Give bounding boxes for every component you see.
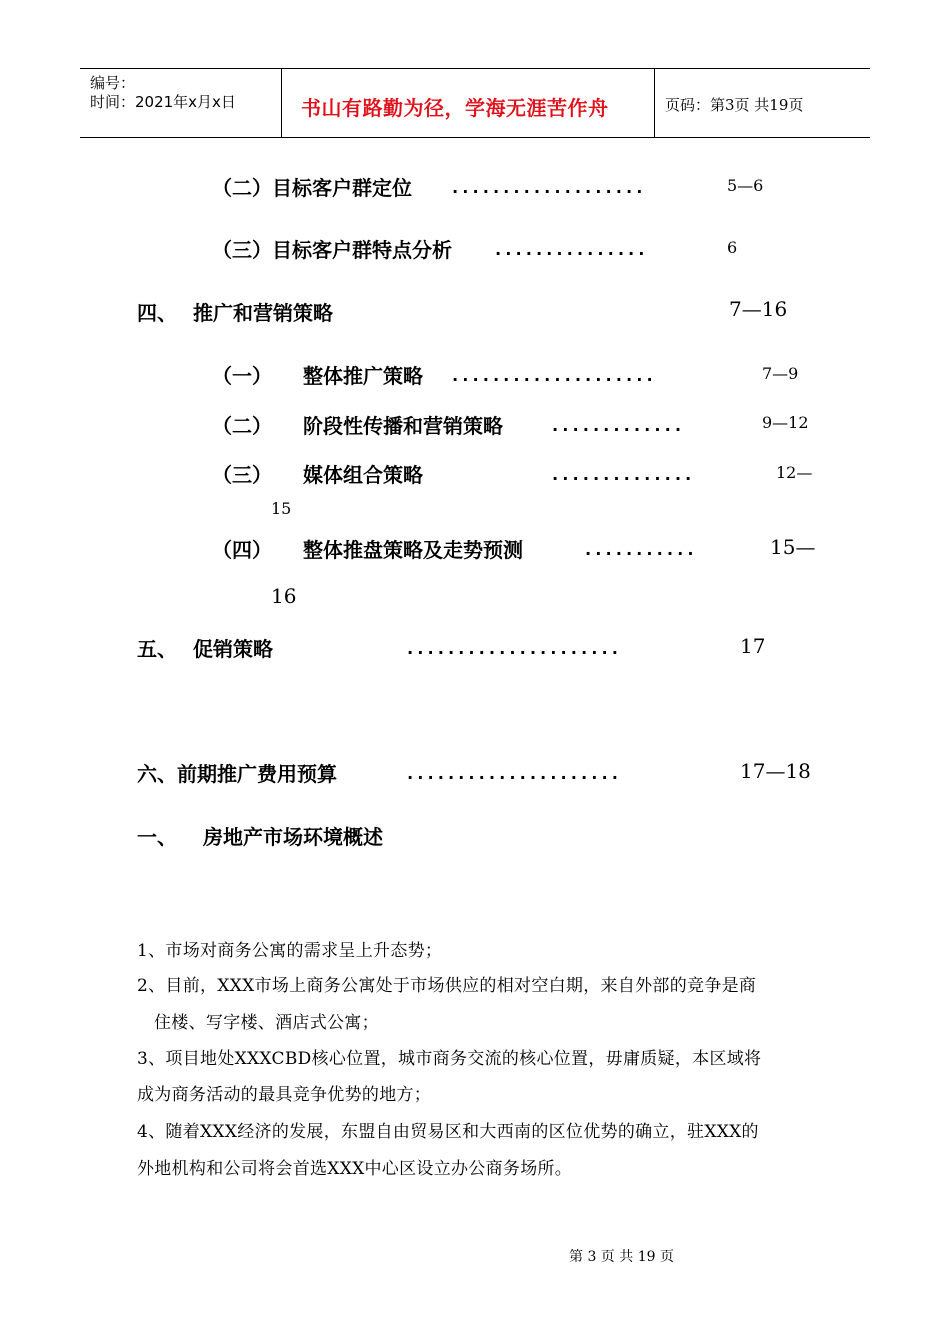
toc-item-pages: 5—6 xyxy=(727,176,764,195)
paragraph-line: 成为商务活动的最具竞争优势的地方； xyxy=(137,1085,432,1105)
paragraph-line: 外地机构和公司将会首选XXX中心区设立办公商务场所。 xyxy=(137,1159,573,1179)
toc-item-pages-continued: 15 xyxy=(271,499,292,518)
toc-item-label: （三）目标客户群特点分析 xyxy=(212,238,452,262)
toc-item-number: 四、 xyxy=(137,301,177,325)
page-footer: 第 3 页 共 19 页 xyxy=(569,1249,674,1265)
toc-item-label: 整体推盘策略及走势预测 xyxy=(303,538,523,562)
document-number-label: 编号： xyxy=(90,74,136,92)
toc-item-pages: 9—12 xyxy=(762,413,809,432)
page-header xyxy=(80,68,870,138)
toc-item-pages: 17 xyxy=(740,634,766,658)
toc-item-label: 媒体组合策略 xyxy=(303,463,423,487)
toc-item-number: （三） xyxy=(212,463,272,487)
toc-item-dots: ............. xyxy=(550,416,684,436)
toc-item-number: （一） xyxy=(212,364,272,388)
document-date-label: 时间：2021年x月x日 xyxy=(90,93,236,111)
toc-item-dots: ..................... xyxy=(405,639,620,659)
toc-item-number: 五、 xyxy=(137,637,177,661)
header-page-info: 页码：第3页 共19页 xyxy=(665,96,804,114)
toc-item-pages: 12— xyxy=(776,463,813,482)
paragraph-line: 3、项目地处XXXCBD核心位置，城市商务交流的核心位置，毋庸质疑，本区域将 xyxy=(137,1049,762,1069)
toc-item-pages: 7—16 xyxy=(729,297,788,321)
toc-item-pages: 7—9 xyxy=(762,364,799,383)
paragraph-line: 住楼、写字楼、酒店式公寓； xyxy=(154,1013,379,1033)
toc-item-dots: .................... xyxy=(450,366,655,386)
paragraph-line: 1、市场对商务公寓的需求呈上升态势； xyxy=(137,941,443,961)
toc-item-number: （四） xyxy=(212,538,272,562)
toc-item-pages: 17—18 xyxy=(740,759,811,783)
header-motto-cell xyxy=(282,69,655,137)
toc-item-pages-continued: 16 xyxy=(271,584,297,608)
toc-item-number: （二） xyxy=(212,414,272,438)
toc-item-pages: 15— xyxy=(770,535,816,559)
toc-item-label: （二）目标客户群定位 xyxy=(212,176,412,200)
toc-item-dots: .............. xyxy=(550,465,694,485)
paragraph-line: 2、目前，XXX市场上商务公寓处于市场供应的相对空白期，来自外部的竞争是商 xyxy=(137,976,757,996)
toc-item-pages: 6 xyxy=(727,238,738,257)
toc-item-label: 六、前期推广费用预算 xyxy=(137,762,337,786)
toc-item-dots: ................... xyxy=(450,178,645,198)
header-motto: 书山有路勤为径，学海无涯苦作舟 xyxy=(301,96,609,120)
toc-item-label: 阶段性传播和营销策略 xyxy=(303,414,503,438)
toc-item-label: 推广和营销策略 xyxy=(193,301,333,325)
section-number: 一、 xyxy=(137,825,177,849)
toc-item-dots: ..................... xyxy=(405,764,620,784)
header-page-cell xyxy=(655,69,870,137)
toc-item-label: 整体推广策略 xyxy=(303,364,423,388)
toc-item-dots: ............... xyxy=(493,240,647,260)
toc-item-label: 促销策略 xyxy=(193,637,273,661)
header-meta-cell xyxy=(80,69,282,137)
paragraph-line: 4、随着XXX经济的发展，东盟自由贸易区和大西南的区位优势的确立，驻XXX的 xyxy=(137,1122,759,1142)
toc-item-dots: ........... xyxy=(583,540,696,560)
section-title: 房地产市场环境概述 xyxy=(203,825,383,849)
